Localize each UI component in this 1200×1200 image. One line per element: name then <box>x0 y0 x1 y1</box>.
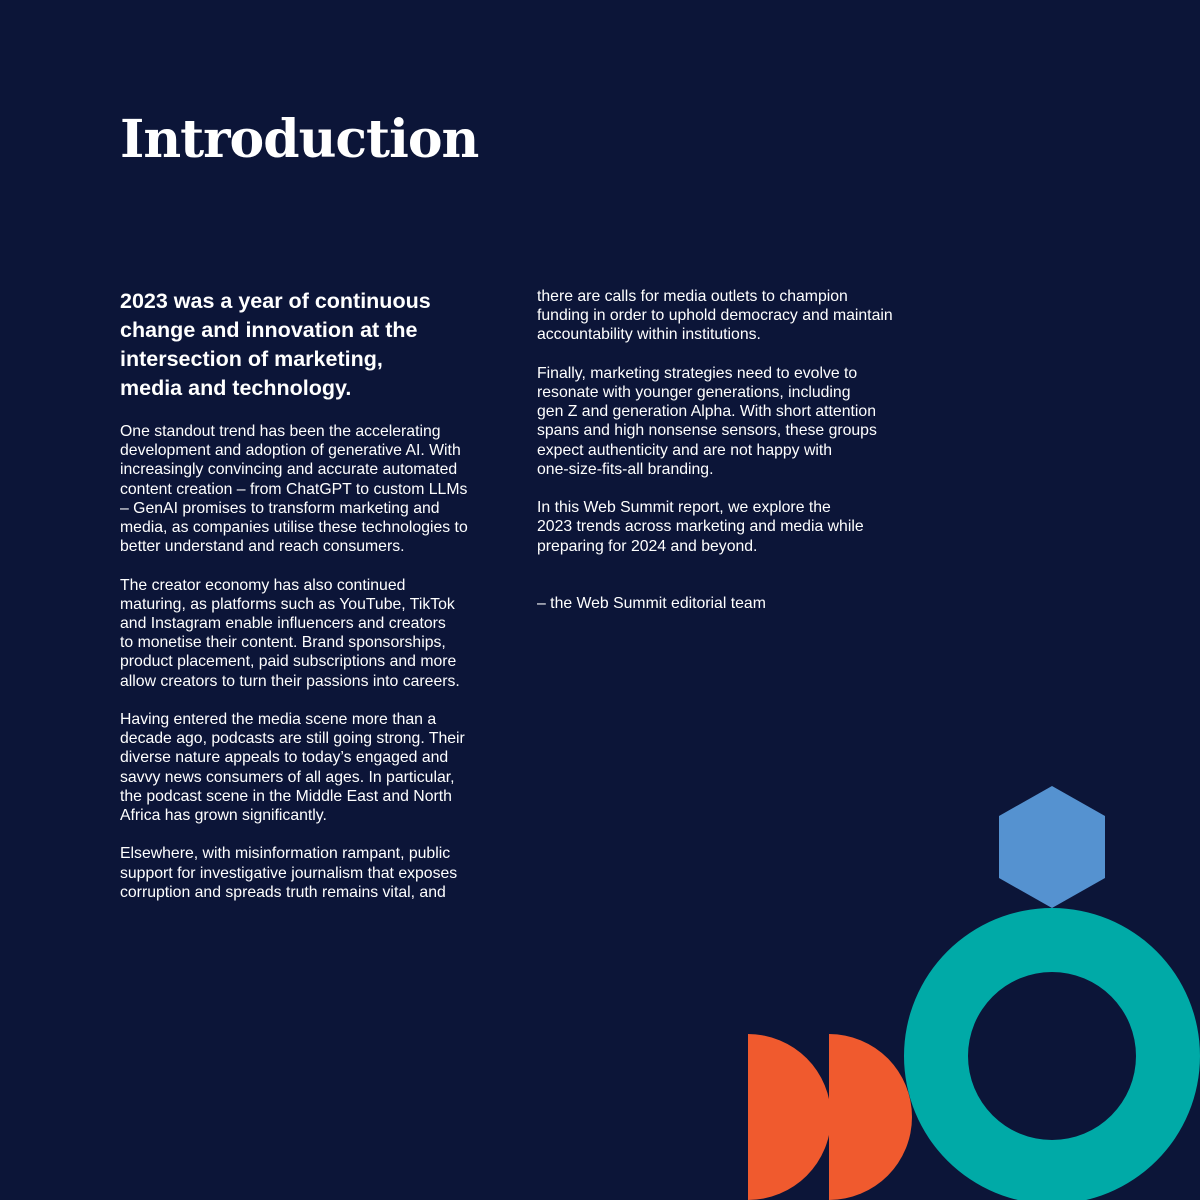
body-line: gen Z and generation Alpha. With short attention <box>537 403 876 421</box>
lead-line: intersection of marketing, <box>120 347 383 371</box>
lead-line: 2023 was a year of continuous <box>120 289 431 313</box>
body-line: to monetise their content. Brand sponsorships, <box>120 634 446 652</box>
body-line: Africa has grown significantly. <box>120 807 327 825</box>
body-line: spans and high nonsense sensors, these groups <box>537 422 877 440</box>
body-line: media, as companies utilise these technologies to <box>120 519 468 537</box>
body-line: and Instagram enable influencers and creators <box>120 615 446 633</box>
body-line: accountability within institutions. <box>537 326 761 344</box>
body-line: Finally, marketing strategies need to evolve to <box>537 364 858 382</box>
body-line: diverse nature appeals to today’s engaged and <box>120 749 449 767</box>
body-paragraph-report <box>537 498 922 556</box>
lead-paragraph <box>120 287 505 403</box>
body-line: better understand and reach consumers. <box>120 538 405 556</box>
body-line: one-size-fits-all branding. <box>537 460 714 478</box>
body-line: preparing for 2024 and beyond. <box>537 537 758 555</box>
body-paragraph-genai <box>120 422 505 556</box>
body-line: savvy news consumers of all ages. In particular, <box>120 768 455 786</box>
body-line: – GenAI promises to transform marketing and <box>120 499 440 517</box>
body-line: allow creators to turn their passions into careers. <box>120 672 460 690</box>
body-line: there are calls for media outlets to champion <box>537 288 848 305</box>
body-line: In this Web Summit report, we explore the <box>537 499 831 517</box>
body-line: corruption and spreads truth remains vital, and <box>120 883 446 901</box>
body-paragraph-podcasts <box>120 710 505 825</box>
hexagon-shape <box>999 786 1105 908</box>
half-circle-shape-left <box>748 1034 831 1200</box>
body-line: content creation – from ChatGPT to custom LLMs <box>120 480 468 498</box>
body-paragraph-creator-economy <box>120 576 505 691</box>
ring-shape <box>904 908 1200 1200</box>
body-line: product placement, paid subscriptions and more <box>120 653 457 671</box>
left-column <box>120 287 505 921</box>
right-column <box>537 287 922 613</box>
body-paragraph-journalism-continued <box>537 287 922 345</box>
lead-line: media and technology. <box>120 376 352 400</box>
lead-line: change and innovation at the <box>120 318 418 342</box>
decorative-shapes <box>740 780 1200 1200</box>
body-paragraph-journalism <box>120 844 505 902</box>
body-line: funding in order to uphold democracy and maintain <box>537 307 893 325</box>
page-title: Introduction <box>120 109 479 170</box>
body-line: increasingly convincing and accurate automated <box>120 461 458 479</box>
body-line: the podcast scene in the Middle East and North <box>120 787 452 805</box>
body-line: expect authenticity and are not happy with <box>537 441 833 459</box>
body-line: development and adoption of generative AI. With <box>120 442 461 460</box>
body-line: Elsewhere, with misinformation rampant, public <box>120 845 451 863</box>
body-line: decade ago, podcasts are still going strong. Their <box>120 730 465 748</box>
body-line: resonate with younger generations, including <box>537 384 851 401</box>
body-line: One standout trend has been the accelerating <box>120 423 441 440</box>
body-line: The creator economy has also continued <box>120 576 406 594</box>
body-line: 2023 trends across marketing and media while <box>537 518 864 536</box>
body-line: Having entered the media scene more than a <box>120 711 437 729</box>
body-line: support for investigative journalism that exposes <box>120 864 458 882</box>
signoff: – the Web Summit editorial team <box>537 594 766 612</box>
body-paragraph-generations <box>537 364 922 479</box>
body-line: maturing, as platforms such as YouTube, TikTok <box>120 595 455 613</box>
half-circle-shape-right <box>829 1034 912 1200</box>
